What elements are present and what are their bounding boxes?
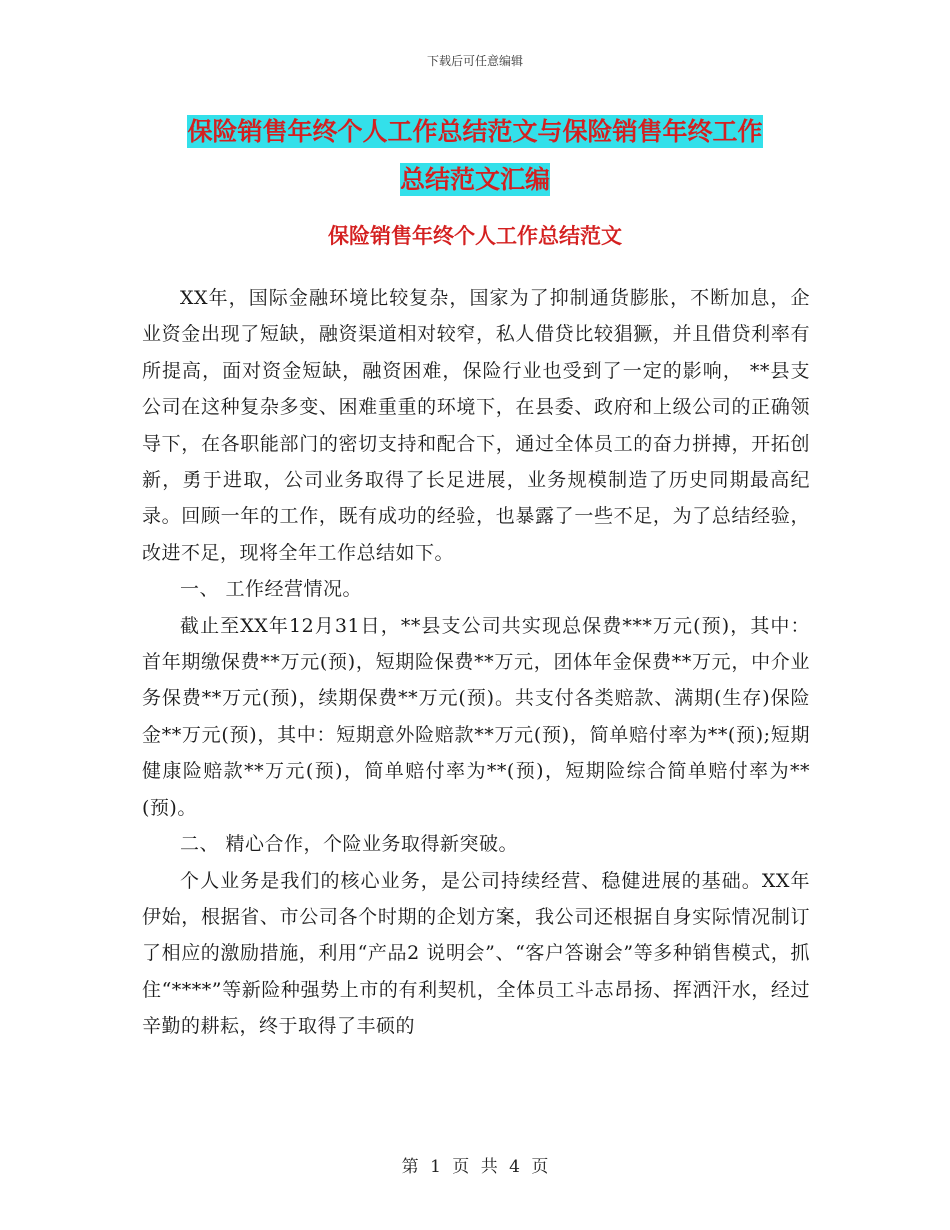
header-note: 下载后可任意编辑 — [426, 54, 523, 68]
page-number-footer: 第 1 页 共 4 页 — [401, 1157, 549, 1177]
paragraph: 二、 精心合作，个险业务取得新突破。 — [180, 833, 519, 856]
document-title-line2: 总结范文汇编 — [399, 165, 550, 194]
paragraph: 个人业务是我们的核心业务，是公司持续经营、稳健进展的基础。XX年伊始，根据省、市公司各个时期的企划方案，我公司还根据自身实际情况制订了相应的激励措施，利用“产品2 说明会”、“客户答谢会”等多种销售模式，抓住“****”等新险种强势上市的有利契机，全体员工斗志昂扬、挥洒汗水，经过辛勤的耕耘，终于取得了丰硕的 — [142, 869, 810, 1038]
paragraph: XX年，国际金融环境比较复杂，国家为了抑制通货膨胀，不断加息，企业资金出现了短缺，融资渠道相对较窄，私人借贷比较猖獗，并且借贷利率有所提高，面对资金短缺，融资困难，保险行业也受到了一定的影响， **县支公司在这种复杂多变、困难重重的环境下，在县委、政府和上级公司的正确领导下，在各职能部门的密切支持和配合下，通过全体员工的奋力拼搏，开拓创新，勇于进取，公司业务取得了长足进展，业务规模制造了历史同期最高纪录。回顾一年的工作，既有成功的经验，也暴露了一些不足，为了总结经验，改进不足，现将全年工作总结如下。 — [142, 287, 810, 564]
section-title: 保险销售年终个人工作总结范文 — [328, 224, 622, 248]
paragraph: 一、 工作经营情况。 — [180, 578, 363, 601]
document-title-line1: 保险销售年终个人工作总结范文与保险销售年终工作 — [187, 117, 763, 146]
paragraph: 截止至XX年12月31日，**县支公司共实现总保费***万元(预)，其中：首年期缴保费**万元(预)，短期险保费**万元，团体年金保费**万元，中介业务保费**万元(预)，续期保费**万元(预)。共支付各类赔款、满期(生存)保险金**万元(预)，其中：短期意外险赔款**万元(预)，简单赔付率为**(预);短期健康险赔款**万元(预)，简单赔付率为**(预)，短期险综合简单赔付率为**(预)。 — [142, 614, 810, 819]
document-title — [120, 108, 830, 204]
body-text — [142, 280, 810, 1045]
